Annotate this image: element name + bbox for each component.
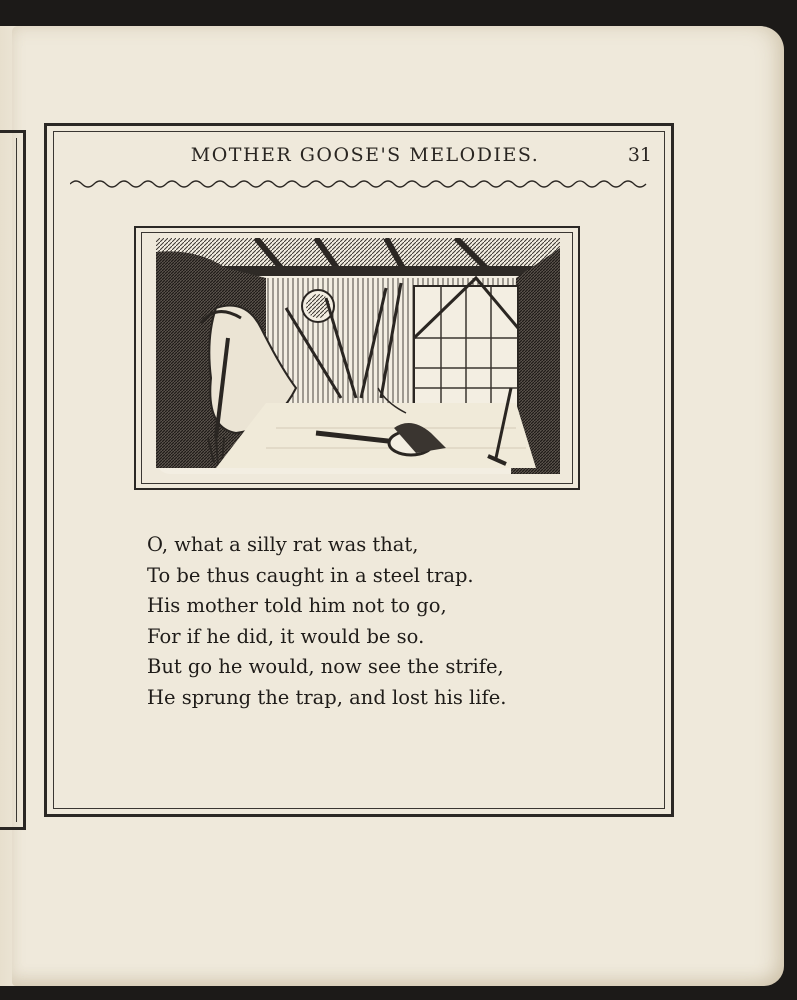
poem-line: He sprung the trap, and lost his life. bbox=[147, 685, 507, 709]
poem-line: For if he did, it would be so. bbox=[147, 624, 425, 648]
facing-page-inner-border bbox=[0, 138, 17, 822]
page-number: 31 bbox=[627, 144, 652, 166]
wavy-rule bbox=[70, 178, 650, 190]
poem-line: His mother told him not to go, bbox=[147, 594, 447, 617]
running-header: MOTHER GOOSE'S MELODIES. bbox=[190, 144, 540, 166]
poem-line: But go he would, now see the strife, bbox=[147, 655, 504, 678]
woodcut-illustration bbox=[156, 238, 560, 474]
poem-line: O, what a silly rat was that, bbox=[147, 533, 419, 556]
poem-line: To be thus caught in a steel trap. bbox=[147, 563, 474, 587]
poem bbox=[147, 530, 617, 713]
